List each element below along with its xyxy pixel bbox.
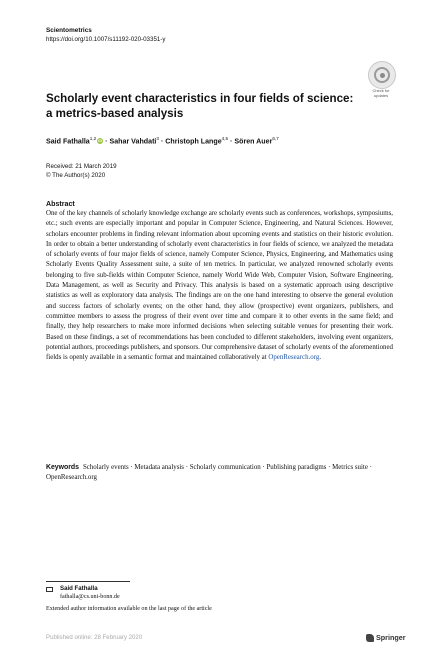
corresponding-email[interactable]: fathalla@cs.uni-bonn.de — [60, 594, 120, 600]
article-dates — [46, 163, 117, 181]
springer-horse-icon — [366, 634, 374, 642]
orcid-icon[interactable]: iD — [98, 138, 103, 144]
journal-name: Scientometrics — [46, 27, 92, 34]
keywords-label: Keywords — [46, 464, 79, 471]
paper-title: Scholarly event characteristics in four fields of science: a metrics-based analysis — [46, 92, 354, 120]
published-online: Published online: 28 February 2020 — [46, 634, 143, 641]
extended-info-note: Extended author information available on the last page of the article — [46, 606, 212, 612]
author-name: Christoph Lange — [165, 137, 222, 146]
doi-link[interactable]: https://doi.org/10.1007/s11192-020-03351-y — [46, 36, 166, 43]
check-for-updates-icon[interactable] — [368, 61, 396, 89]
received-date: Received: 21 March 2019 — [46, 163, 117, 170]
envelope-icon — [46, 587, 53, 592]
author-name: Sahar Vahdati — [109, 137, 157, 146]
openresearch-link[interactable]: OpenResearch.org — [268, 354, 320, 362]
publisher-name: Springer — [376, 633, 406, 642]
author-name: Sören Auer — [234, 137, 273, 146]
check-for-updates-label: Check for updates — [372, 88, 390, 98]
author-name: Said Fathalla — [46, 137, 90, 146]
author-list: Said Fathalla$^{1,2}$ iD · Sahar Vahdati$^3$ · Christoph Lange$^{4,5}$ · Sören Auer$^{6,7}$ — [46, 136, 279, 146]
keywords — [46, 463, 393, 484]
footnote-rule — [46, 581, 130, 582]
corresponding-author: Said Fathalla — [60, 585, 98, 592]
abstract-body: One of the key channels of scholarly knowledge exchange are scholarly events such as conferences, workshops, symposiums, etc.; such events are especially important and popular in Computer Science, Engineering, and Natural Sciences. However, scholars encounter problems in finding relevant information about upcoming events and statistics on their historic evolution. In order to obtain a better understanding of scholarly event characteristics in four fields of science, we analyzed the metadata of scholarly events of four major fields of science, namely Computer Science, Physics, Engineering, and Mathematics using Scholarly Events Quality Assessment suite, a suite of ten metrics. In particular, we analyzed renowned scholarly events belonging to five sub-fields within Computer Science, namely World Wide Web, Computer Vision, Software Engineering, Data Management, as well as Security and Privacy. This analysis is based on a systematic approach using descriptive statistics as well as exploratory data analysis. The findings are on the one hand interesting to observe the general evolution and success factors of scholarly events; on the other hand, they allow (prospective) event organizers, publishers, and committee members to assess the progress of their event over time and compare it to other events in the same field; and finally, they help researchers to make more informed decisions when selecting suitable venues for presenting their work. Based on these findings, a set of recommendations has been concluded to different stakeholders, involving event organizers, potential authors, proceedings publishers, and sponsors. Our comprehensive dataset of scholarly events of the aforementioned fields is openly available in a semantic format and maintained collaboratively at OpenResearch.org. — [46, 210, 393, 362]
keywords-list: Scholarly events · Metadata analysis · Scholarly communication · Publishing paradigms · Metrics suite · OpenResearch.org — [46, 464, 372, 482]
copyright: © The Author(s) 2020 — [46, 171, 106, 179]
publisher-logo — [366, 633, 406, 642]
abstract-heading: Abstract — [46, 200, 75, 208]
